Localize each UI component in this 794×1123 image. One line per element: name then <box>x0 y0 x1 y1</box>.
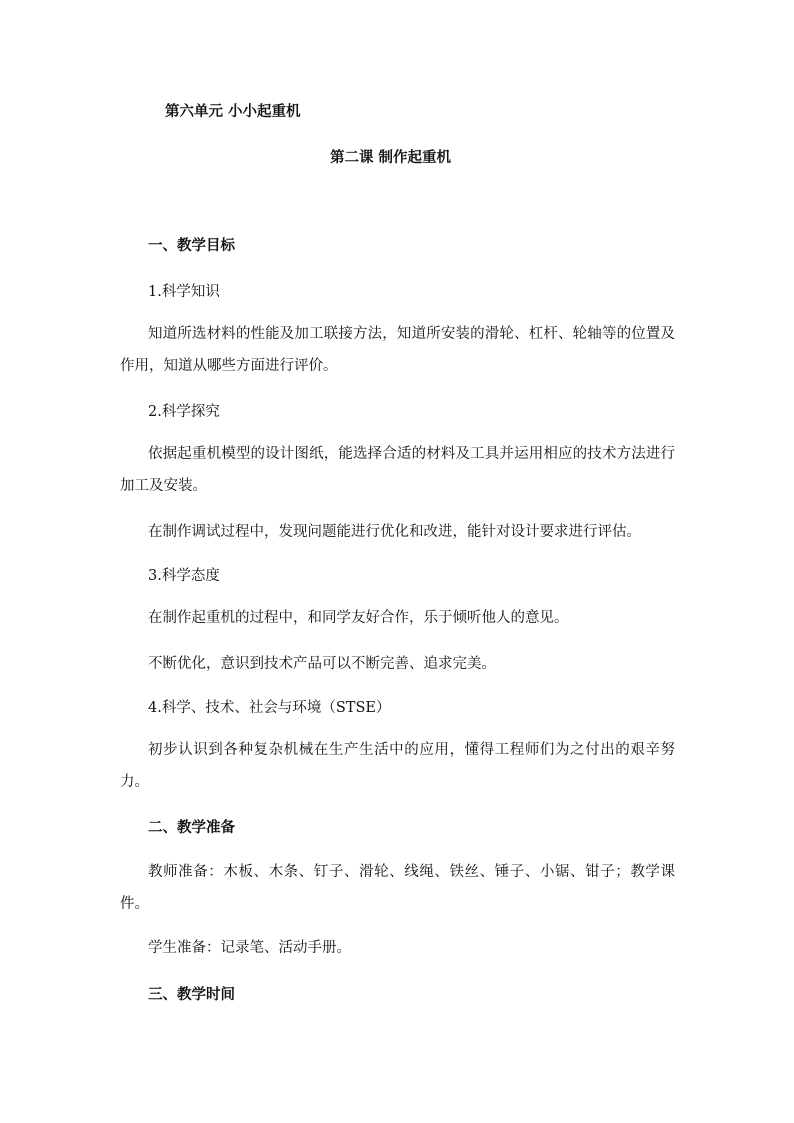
prep-heading: 二、教学准备 <box>148 820 235 836</box>
attitude-text-2: 不断优化，意识到技术产品可以不断完善、追求完美。 <box>148 656 496 672</box>
attitude-text-1: 在制作起重机的过程中，和同学友好合作，乐于倾听他人的意见。 <box>148 610 569 626</box>
knowledge-text: 知道所选材料的性能及加工联接方法，知道所安装的滑轮、杠杆、轮轴等的位置及作用，知道从哪些方面进行评价。 <box>120 326 675 374</box>
knowledge-heading: 1.科学知识 <box>148 284 220 300</box>
lesson-title: 第二课 制作起重机 <box>330 150 452 166</box>
goals-heading: 一、教学目标 <box>148 238 235 254</box>
unit-title: 第六单元 小小起重机 <box>165 104 301 120</box>
stse-text: 初步认识到各种复杂机械在生产生活中的应用，懂得工程师们为之付出的艰辛努力。 <box>120 742 675 790</box>
prep-teacher: 教师准备：木板、木条、钉子、滑轮、线绳、铁丝、锤子、小锯、钳子；教学课件。 <box>120 864 675 912</box>
attitude-heading: 3.科学态度 <box>148 568 220 584</box>
inquiry-text-2: 在制作调试过程中，发现问题能进行优化和改进，能针对设计要求进行评估。 <box>148 524 641 540</box>
prep-student: 学生准备：记录笔、活动手册。 <box>148 940 351 956</box>
time-heading: 三、教学时间 <box>148 987 235 1003</box>
inquiry-text-1: 依据起重机模型的设计图纸，能选择合适的材料及工具并运用相应的技术方法进行加工及安装。 <box>120 446 675 494</box>
inquiry-heading: 2.科学探究 <box>148 404 220 420</box>
stse-heading: 4.科学、技术、社会与环境（STSE） <box>148 700 391 716</box>
